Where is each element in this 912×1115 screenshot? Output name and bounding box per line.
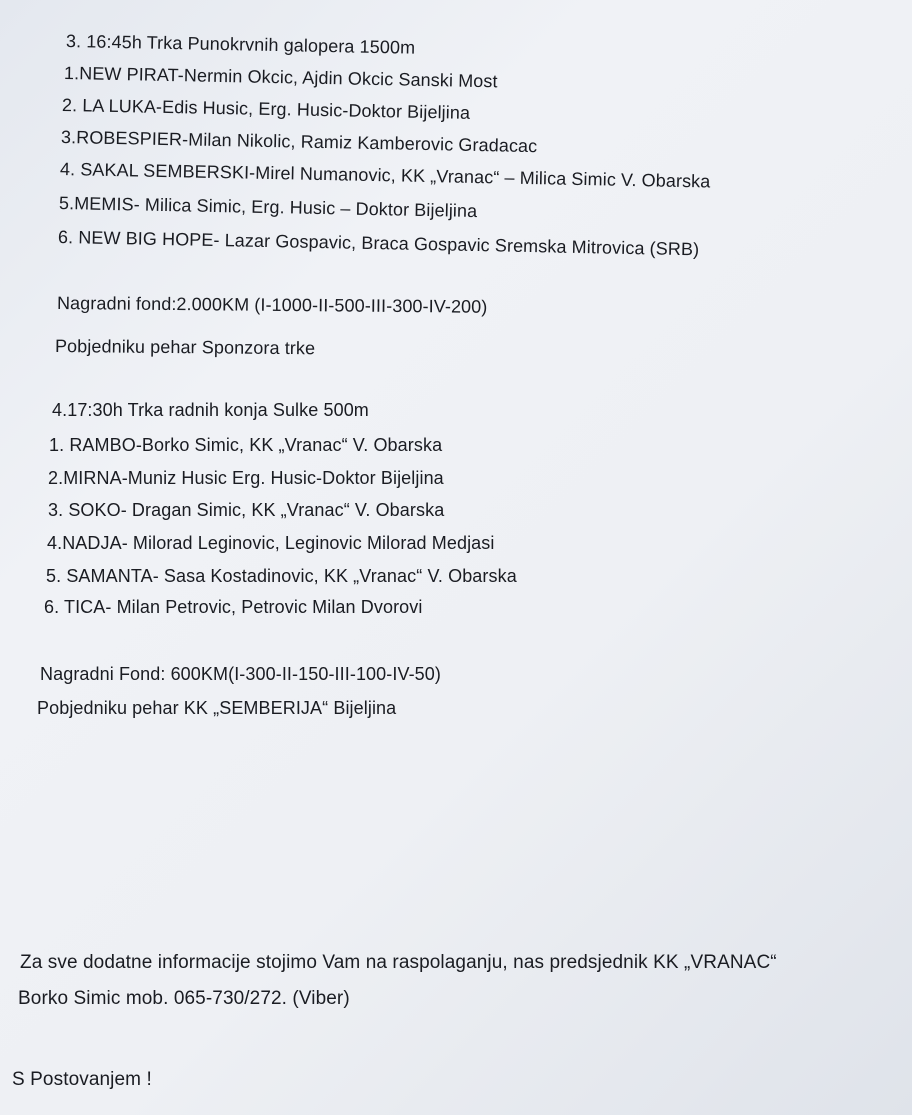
race4-trophy: Pobjedniku pehar KK „SEMBERIJA“ Bijeljina [37,698,397,718]
race4-entry-3: 3. SOKO- Dragan Simic, KK „Vranac“ V. Obarska [48,500,445,520]
race3-entry-6: 6. NEW BIG HOPE- Lazar Gospavic, Braca Gospavic Sremska Mitrovica (SRB) [57,227,700,260]
race3-entry-3: 3.ROBESPIER-Milan Nikolic, Ramiz Kamberovic Gradacac [60,127,538,157]
race4-entry-1: 1. RAMBO-Borko Simic, KK „Vranac“ V. Obarska [49,435,443,455]
race4-entry-4: 4.NADJA- Milorad Leginovic, Leginovic Milorad Medjasi [47,533,495,553]
race3-title: 3. 16:45h Trka Punokrvnih galopera 1500m [65,31,416,58]
closing-greeting: S Postovanjem ! [12,1069,152,1090]
race3-entry-5: 5.MEMIS- Milica Simic, Erg. Husic – Doktor Bijeljina [58,193,478,222]
race4-title: 4.17:30h Trka radnih konja Sulke 500m [52,400,369,420]
race3-entry-4: 4. SAKAL SEMBERSKI-Mirel Numanovic, KK „Vranac“ – Milica Simic V. Obarska [59,159,711,192]
race4-entry-2: 2.MIRNA-Muniz Husic Erg. Husic-Doktor Bijeljina [48,468,444,488]
race3-trophy: Pobjedniku pehar Sponzora trke [54,336,316,359]
race3-entry-1: 1.NEW PIRAT-Nermin Okcic, Ajdin Okcic Sanski Most [63,63,498,92]
race3-entry-2: 2. LA LUKA-Edis Husic, Erg. Husic-Doktor Bijeljina [61,95,471,123]
race4-entry-6: 6. TICA- Milan Petrovic, Petrovic Milan Dvorovi [44,597,423,617]
contact-info-line-1: Za sve dodatne informacije stojimo Vam na raspolaganju, nas predsjednik KK „VRANAC“ [20,952,777,973]
contact-info-line-2: Borko Simic mob. 065-730/272. (Viber) [18,988,350,1009]
race3-prize-fund: Nagradni fond:2.000KM (I-1000-II-500-III-300-IV-200) [56,293,488,317]
race4-prize-fund: Nagradni Fond: 600KM(I-300-II-150-III-100-IV-50) [40,664,441,684]
race4-entry-5: 5. SAMANTA- Sasa Kostadinovic, KK „Vranac“ V. Obarska [46,566,517,586]
